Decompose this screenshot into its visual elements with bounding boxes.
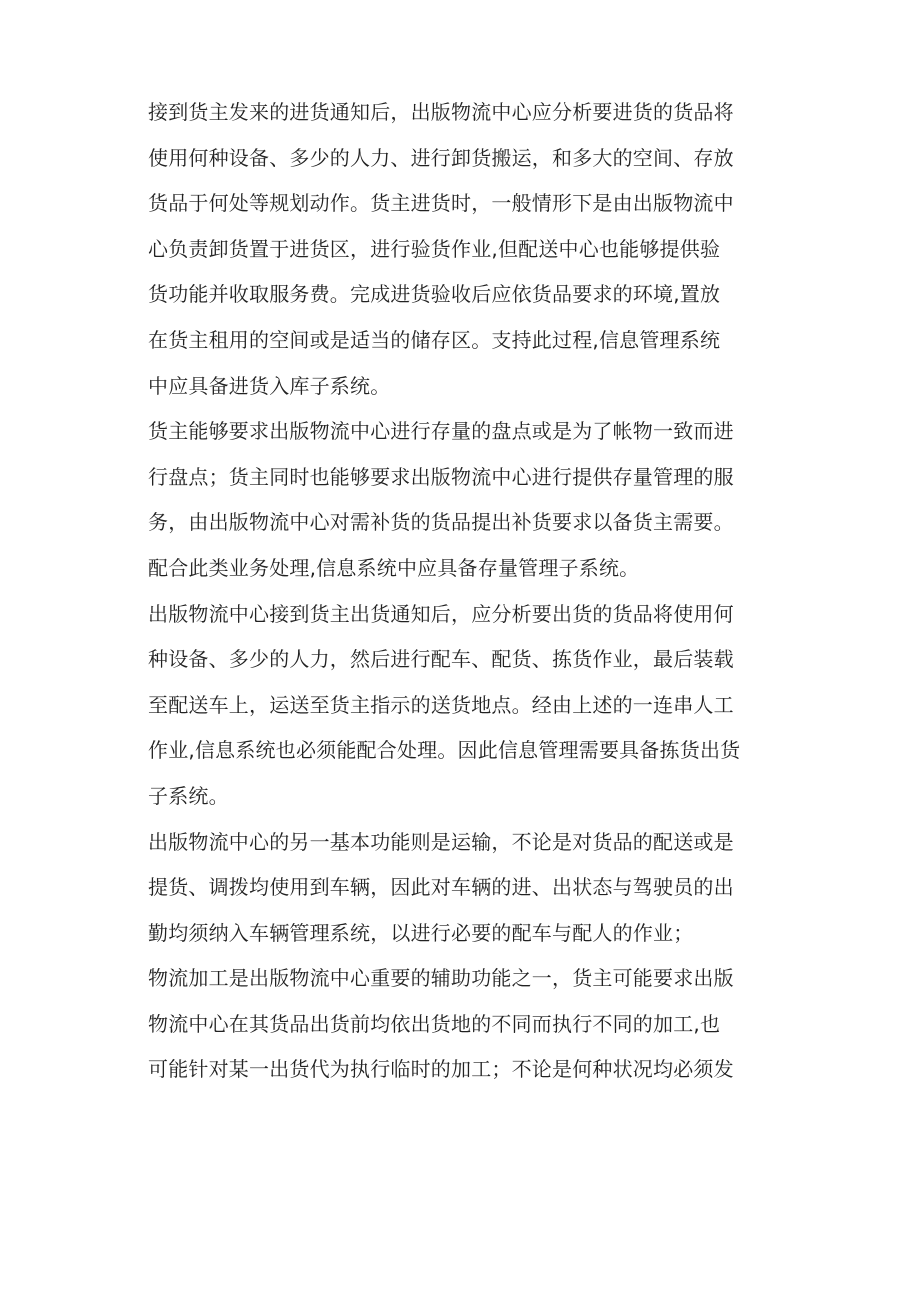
text-line: 在货主租用的空间或是适当的储存区。支持此过程,信息管理系统 (148, 327, 721, 352)
text-line: 作业,信息系统也必须能配合处理。因此信息管理需要具备拣货出货 (148, 738, 741, 763)
document-body (148, 90, 788, 1093)
text-line: 心负责卸货置于进货区，进行验货作业,但配送中心也能够提供验 (148, 236, 721, 261)
text-line: 勤均须纳入车辆管理系统，以进行必要的配车与配人的作业； (148, 920, 694, 945)
paragraph-logistics-processing (148, 956, 788, 1093)
text-line: 种设备、多少的人力，然后进行配车、配货、拣货作业，最后装载 (148, 647, 734, 672)
text-line: 至配送车上，运送至货主指示的送货地点。经由上述的一连串人工 (148, 692, 734, 717)
text-line: 可能针对某一出货代为执行临时的加工；不论是何种状况均必须发 (148, 1057, 734, 1082)
paragraph-inventory-management (148, 409, 788, 591)
text-line: 提货、调拨均使用到车辆，因此对车辆的进、出状态与驾驶员的出 (148, 875, 734, 900)
paragraph-inbound-receiving (148, 90, 788, 409)
text-line: 出版物流中心的另一基本功能则是运输，不论是对货品的配送或是 (148, 829, 734, 854)
text-line: 货主能够要求出版物流中心进行存量的盘点或是为了帐物一致而进 (148, 419, 734, 444)
text-line: 使用何种设备、多少的人力、进行卸货搬运，和多大的空间、存放 (148, 145, 734, 170)
text-line: 出版物流中心接到货主出货通知后，应分析要出货的货品将使用何 (148, 601, 734, 626)
paragraph-picking-shipping (148, 592, 788, 820)
text-line: 配合此类业务处理,信息系统中应具备存量管理子系统。 (148, 555, 640, 580)
text-line: 子系统。 (148, 783, 229, 808)
text-line: 务，由出版物流中心对需补货的货品提出补货要求以备货主需要。 (148, 510, 734, 535)
text-line: 行盘点；货主同时也能够要求出版物流中心进行提供存量管理的服 (148, 464, 734, 489)
text-line: 接到货主发来的进货通知后，出版物流中心应分析要进货的货品将 (148, 100, 734, 124)
text-line: 物流中心在其货品出货前均依出货地的不同而执行不同的加工,也 (148, 1011, 721, 1036)
paragraph-vehicle-management (148, 820, 788, 957)
text-line: 中应具备进货入库子系统。 (148, 373, 391, 398)
text-line: 货功能并收取服务费。完成进货验收后应依货品要求的环境,置放 (148, 282, 721, 307)
text-line: 货品于何处等规划动作。货主进货时，一般情形下是由出版物流中 (148, 191, 734, 216)
text-line: 物流加工是出版物流中心重要的辅助功能之一，货主可能要求出版 (148, 966, 734, 991)
